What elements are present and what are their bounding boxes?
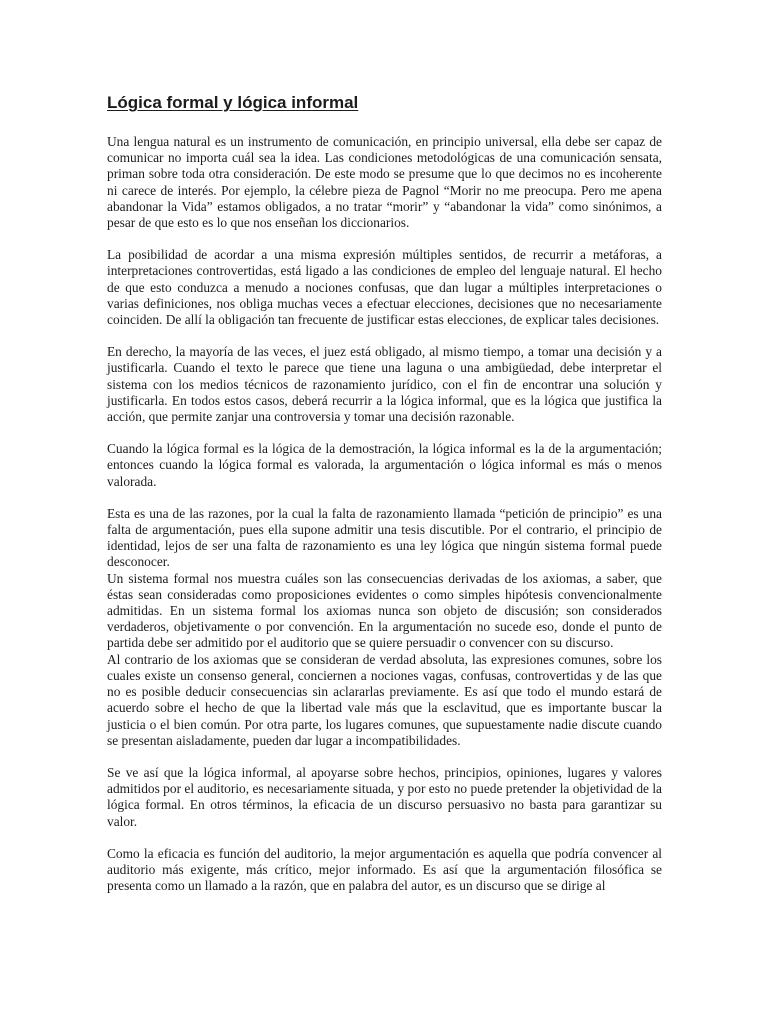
paragraph-9: Como la eficacia es función del auditorio, la mejor argumentación es aquella que podría convencer al auditorio más exigente, más crítico, mejor informado. Es así que la argumentación filosófica se presenta como un llamado a la razón, que en palabra del autor, es un discurso que se dirige al [107, 845, 662, 894]
paragraph-3: En derecho, la mayoría de las veces, el juez está obligado, al mismo tiempo, a tomar una decisión y a justificarla. Cuando el texto le parece que tiene una laguna o una ambigüedad, debe interpretar el sistema con los medios técnicos de razonamiento jurídico, con el fin de encontrar una solución y justificarla. En todos estos casos, deberá recurrir a la lógica informal, que es la lógica que justifica la acción, que permite zanjar una controversia y tomar una decisión razonable. [107, 344, 662, 425]
paragraph-6: Un sistema formal nos muestra cuáles son las consecuencias derivadas de los axiomas, a saber, que éstas sean consideradas como proposiciones evidentes o como simples hipótesis convencionalmente admitidas. En un sistema formal los axiomas nunca son objeto de discusión; son considerados verdaderos, objetivamente o por convención. En la argumentación no sucede eso, donde el punto de partida debe ser admitido por el auditorio que se quiere persuadir o convencer con su discurso. [107, 570, 662, 651]
paragraph-1: Una lengua natural es un instrumento de comunicación, en principio universal, ella debe ser capaz de comunicar no importa cuál sea la idea. Las condiciones metodológicas de una comunicación sensata, priman sobre toda otra consideración. De este modo se presume que lo que decimos no es incoherente ni carece de interés. Por ejemplo, la célebre pieza de Pagnol “Morir no me preocupa. Pero me apena abandonar la Vida” estamos obligados, a no tratar “morir” y “abandonar la vida” como sinónimos, a pesar de que esto es lo que nos enseñan los diccionarios. [107, 134, 662, 231]
paragraph-2: La posibilidad de acordar a una misma expresión múltiples sentidos, de recurrir a metáforas, a interpretaciones controvertidas, está ligado a las condiciones de empleo del lenguaje natural. El hecho de que esto conduzca a menudo a nociones confusas, que dan lugar a múltiples interpretaciones o varias definiciones, nos obliga muchas veces a efectuar elecciones, decisiones que no necesariamente coinciden. De allí la obligación tan frecuente de justificar estas elecciones, de explicar tales decisiones. [107, 247, 662, 328]
document-page [107, 92, 662, 894]
paragraph-7: Al contrario de los axiomas que se consideran de verdad absoluta, las expresiones comunes, sobre los cuales existe un consenso general, conciernen a nociones vagas, confusas, controvertidas y de las que no es posible deducir consecuencias sin aclararlas previamente. Es así que todo el mundo estará de acuerdo sobre el hecho de que la libertad vale más que la esclavitud, que es importante buscar la justicia o el bien común. Por otra parte, los lugares comunes, que supuestamente nadie discute cuando se presentan aisladamente, pueden dar lugar a incompatibilidades. [107, 651, 662, 748]
document-title: Lógica formal y lógica informal [107, 93, 359, 112]
paragraph-4: Cuando la lógica formal es la lógica de la demostración, la lógica informal es la de la argumentación; entonces cuando la lógica formal es valorada, la argumentación o lógica informal es más o menos valorada. [107, 441, 662, 489]
paragraph-8: Se ve así que la lógica informal, al apoyarse sobre hechos, principios, opiniones, lugares y valores admitidos por el auditorio, es necesariamente situada, y por esto no puede pretender la objetividad de la lógica formal. En otros términos, la eficacia de un discurso persuasivo no basta para garantizar su valor. [107, 764, 662, 829]
paragraph-5: Esta es una de las razones, por la cual la falta de razonamiento llamada “petición de principio” es una falta de argumentación, pues ella supone admitir una tesis discutible. Por el contrario, el principio de identidad, lejos de ser una falta de razonamiento es una ley lógica que ningún sistema formal puede desconocer. [107, 505, 662, 570]
